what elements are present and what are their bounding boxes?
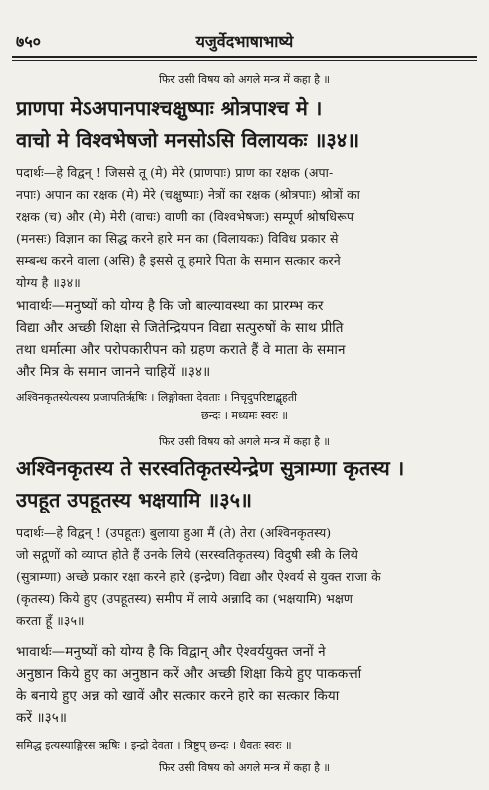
bhavartha-35-line: भावार्थः—मनुष्यों को योग्य है कि विद्वान् और ऐश्वर्ययुक्त जनों ने (16, 644, 326, 660)
padartha-35-line: पदार्थः—हे विद्वन् ! (उपहूतः) बुलाया हुआ मैं (ते) तेरा (अश्विनकृतस्य) (16, 525, 332, 540)
intro-line-36: फिर उसी विषय को अगले मन्त्र में कहा है ॥ (158, 761, 331, 774)
padartha-34-line: (मनसः) विज्ञान का सिद्ध करने हारे मन का (विलायकः) विविध प्रकार से (16, 231, 339, 246)
padartha-35-line: करता हूँ ॥३५॥ (16, 613, 85, 628)
header-rule (12, 56, 477, 58)
rishi-line-35a: अश्विनकृतस्येत्यस्य प्रजापतिर्ऋषिः । लिङ्गोक्ता देवताः । निचृदुपरिष्टाद्बृहती (16, 391, 297, 404)
padartha-34-line: सम्बन्ध करने वाला (असि) है इससे तू हमारे पिता के समान सत्कार करने (16, 253, 341, 268)
mantra-35-line2: उपहूत उपहूतस्य भक्षयामि ॥३५॥ (16, 488, 253, 512)
mantra-34-line1: प्राणपा मेऽअपानपाश्चक्षुष्पाः श्रोत्रपाश्च मे । (16, 96, 323, 120)
bhavartha-35-line: के बनाये हुए अन्न को खावें और सत्कार करने हारे का सत्कार किया (16, 688, 340, 704)
padartha-34-line: नपाः) अपान का रक्षक (मे) मेरे (चक्षुष्पाः) नेत्रों का रक्षक (श्रोत्रपाः) श्रोत्रों का (16, 187, 361, 202)
bhavartha-35-line: करें ॥३५॥ (16, 710, 68, 726)
mantra-34-line2: वाचो मे विश्वभेषजो मनसोऽसि विलायकः ॥३४॥ (16, 128, 360, 152)
bhavartha-34-line: भावार्थः—मनुष्यों को योग्य है कि जो बाल्यावस्था का प्रारम्भ कर (16, 298, 324, 314)
page-number: ७५० (16, 32, 41, 51)
bhavartha-34-line: विद्या और अच्छी शिक्षा से जितेन्द्रियपन विद्या सत्पुरुषों के साथ प्रीति (16, 320, 344, 336)
padartha-34-line: योग्य है ॥३४॥ (16, 275, 81, 290)
bhavartha-35-line: अनुष्ठान किये हुए का अनुष्ठान करें और अच्छी शिक्षा किये हुए पाककर्त्ता (16, 666, 362, 682)
rishi-line-35b: छन्दः । मध्यमः स्वरः ॥ (201, 409, 288, 422)
bhavartha-34-line: और मित्र के समान जानने चाहियें ॥३४॥ (16, 364, 211, 380)
padartha-34-line: पदार्थः—हे विद्वन् ! जिससे तू (मे) मेरे (प्राणपाः) प्राण का रक्षक (अपा- (16, 165, 334, 180)
page-header (16, 28, 473, 54)
intro-line-34: फिर उसी विषय को अगले मन्त्र में कहा है ॥ (158, 73, 331, 86)
padartha-35-line: (कृतस्य) किये हुए (उपहूतस्य) समीप में लाये अन्नादि का (भक्षयामि) भक्षण (16, 591, 354, 606)
bhavartha-34-line: तथा धर्मात्मा और परोपकारीपन को ग्रहण कराते हैं वे माता के समान (16, 342, 346, 358)
padartha-35-line: जो सद्गुणों को व्याप्त होते हैं उनके लिये (सरस्वतिकृतस्य) विदुषी स्त्री के लिये (16, 547, 359, 562)
running-title: यजुर्वेदभाषाभाष्ये (195, 32, 294, 51)
intro-line-35: फिर उसी विषय को अगले मन्त्र में कहा है ॥ (158, 435, 331, 448)
header-rule-thin (12, 60, 477, 61)
mantra-35-line1: अश्विनकृतस्य ते सरस्वतिकृतस्येन्द्रेण सुत्राम्णा कृतस्य । (16, 456, 405, 480)
rishi-line-36: समिद्ध इत्यस्याङ्गिरस ऋषिः । इन्द्रो देवता । त्रिष्टुप् छन्दः । धैवतः स्वरः ॥ (16, 739, 292, 752)
padartha-34-line: रक्षक (च) और (मे) मेरी (वाचः) वाणी का (विश्वभेषजः) सम्पूर्ण श्रोषधिरूप (16, 209, 355, 224)
padartha-35-line: (सुत्राम्णा) अच्छे प्रकार रक्षा करने हारे (इन्द्रेण) विद्या और ऐश्वर्य से युक्त राजा के (16, 569, 381, 584)
